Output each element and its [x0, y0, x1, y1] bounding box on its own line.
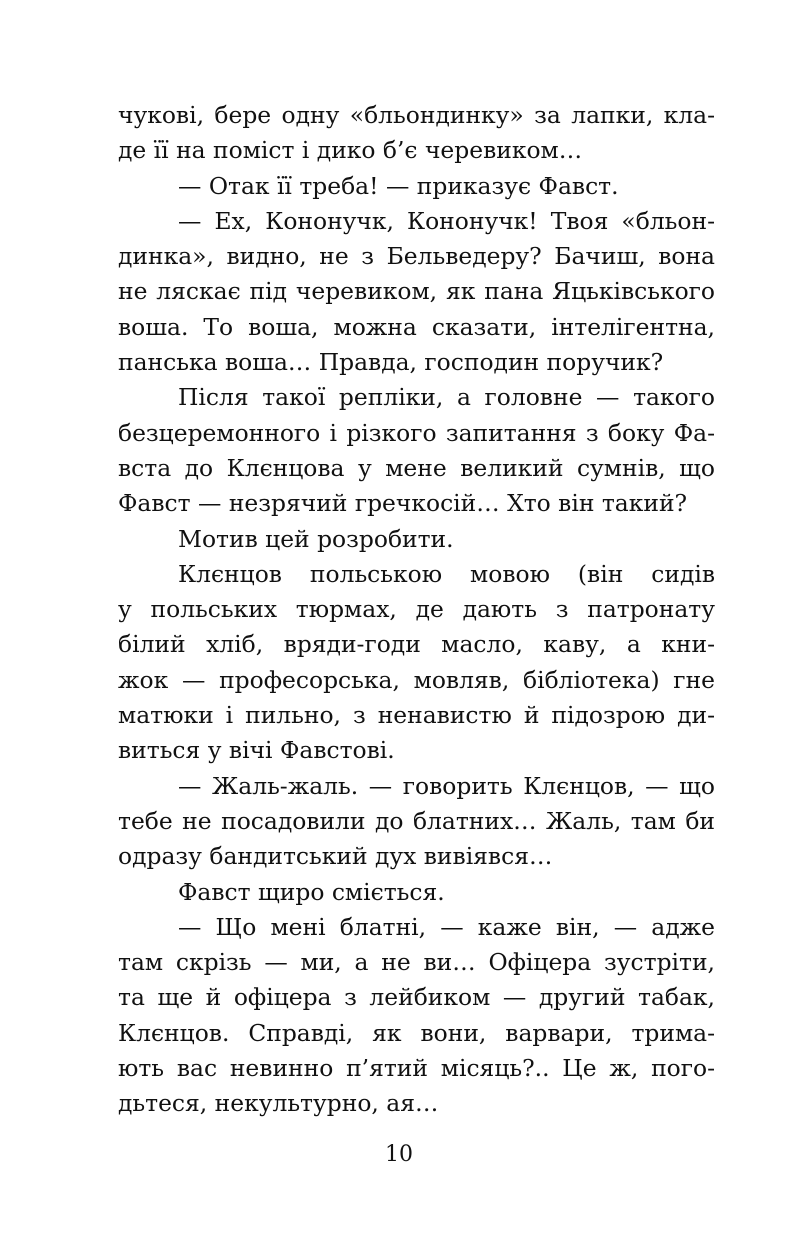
text-line: Фавст щиро сміється.: [178, 877, 445, 906]
text-line: не ляскає під черевиком, як пана Яцьківського: [118, 277, 715, 306]
text-line: панська воша… Правда, господин поручик?: [118, 348, 664, 377]
text-line: Після такої репліки, а головне — такого: [178, 383, 715, 412]
text-line: виться у вічі Фавстові.: [118, 736, 395, 765]
text-line: у польських тюрмах, де дають з патронату: [118, 595, 715, 624]
text-line: тебе не посадовили до блатних… Жаль, там би: [118, 806, 715, 835]
text-line: — Що мені блатні, — каже він, — адже: [178, 912, 715, 941]
text-line: — Отак її треба! — приказує Фавст.: [178, 171, 619, 200]
text-line: Клєнцов. Справді, як вони, варвари, трима-: [118, 1018, 715, 1047]
text-line: Клєнцов польською мовою (він сидів: [178, 559, 715, 588]
text-line: де її на поміст і дико б’є черевиком…: [118, 136, 583, 165]
page-number: 10: [385, 1142, 413, 1167]
text-line: чукові, бере одну «бльондинку» за лапки, кла-: [118, 101, 715, 129]
text-line: жок — професорська, мовляв, бібліотека) гне: [118, 665, 715, 694]
text-line: білий хліб, вряди-годи масло, каву, а кни-: [118, 630, 715, 659]
text-line: ють вас невинно п’ятий місяць?.. Це ж, пого-: [118, 1054, 715, 1083]
text-line: Фавст — незрячий гречкосій… Хто він такий?: [118, 489, 688, 518]
text-line: безцеремонного і різкого запитання з боку Фа-: [118, 418, 715, 447]
text-line: — Жаль-жаль. — говорить Клєнцов, — що: [178, 771, 715, 800]
text-line: дьтеся, некультурно, ая…: [118, 1089, 439, 1118]
body-text: [118, 98, 715, 1122]
text-line: — Ех, Кононучк, Кононучк! Твоя «бльон-: [178, 206, 715, 235]
text-line: там скрізь — ми, а не ви… Офіцера зустріти,: [118, 948, 715, 977]
text-line: вста до Клєнцова у мене великий сумнів, що: [118, 453, 715, 482]
text-line: та ще й офіцера з лейбиком — другий табак,: [118, 983, 715, 1012]
text-line: динка», видно, не з Бельведеру? Бачиш, вона: [118, 242, 715, 271]
text-line: матюки і пильно, з ненавистю й підозрою ди-: [118, 701, 715, 730]
text-line: воша. То воша, можна сказати, інтелігентна,: [118, 312, 715, 341]
text-line: одразу бандитський дух вивіявся…: [118, 842, 553, 871]
text-line: Мотив цей розробити.: [178, 524, 454, 553]
